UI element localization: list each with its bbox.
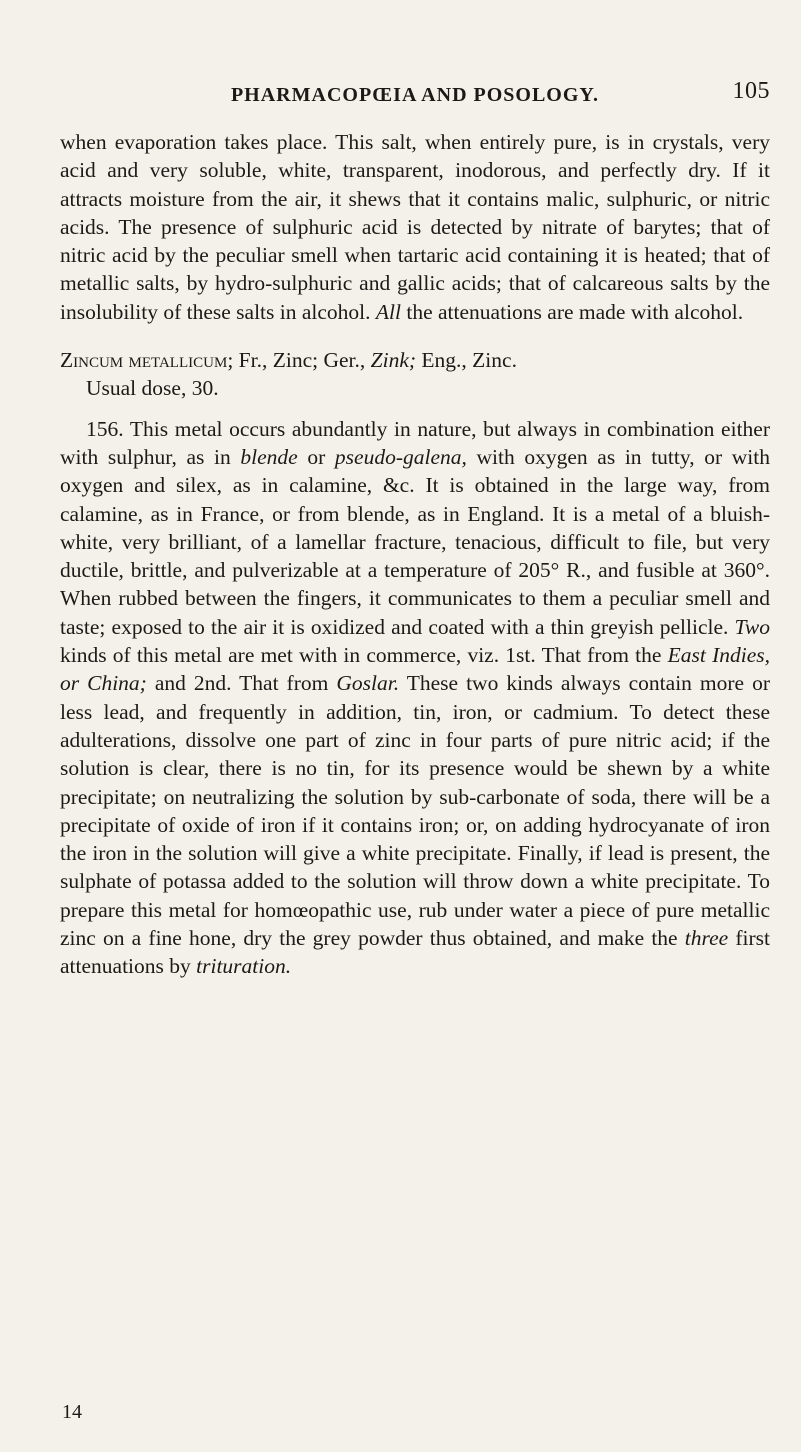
text-run: kinds of this metal are met with in commerce, viz. 1st. That from the xyxy=(60,643,668,668)
italic-two: Two xyxy=(734,614,770,639)
page-header xyxy=(60,78,770,112)
text-run: ; Fr., Zinc; Ger., xyxy=(227,348,371,373)
text-run: first attenuations by xyxy=(60,926,770,979)
italic-trituration: trituration. xyxy=(196,954,292,979)
italic-east-indies: East Indies, or China; xyxy=(60,643,770,696)
italic-three: three xyxy=(684,926,729,951)
italic-goslar: Goslar. xyxy=(336,671,400,696)
text-run: or xyxy=(297,444,335,469)
remedy-name: Zincum metallicum xyxy=(60,348,228,373)
text-run: when evaporation takes place. This salt, when entirely pure, is in crystals, very acid and very soluble, white, transparent, inodorous, and perfectly dry. If it attracts moisture from the air, it shews that it contains malic, sulphuric, or nitric acids. The presence of sulphuric acid is detected by nitrate of barytes; that of nitric acid by the peculiar smell when tartaric acid containing it is heated; that of metallic salts, by hydro-sulphuric and gallic acids; that of calcareous salts by the insolubility of these salts in alcohol. xyxy=(60,130,770,324)
page-number: 105 xyxy=(732,78,770,104)
italic-pseudo-galena: pseudo-galena, xyxy=(334,444,467,469)
entry-heading-zincum xyxy=(60,346,770,374)
signature-mark: 14 xyxy=(62,1401,82,1423)
italic-blende: blende xyxy=(240,444,298,469)
paragraph-156 xyxy=(60,415,770,981)
italic-all: All xyxy=(375,299,401,324)
running-head: PHARMACOPŒIA AND POSOLOGY. xyxy=(230,84,600,106)
page-body xyxy=(60,128,770,981)
italic-zink: Zink; xyxy=(370,348,417,373)
usual-dose: Usual dose, 30. xyxy=(86,376,219,401)
text-run: with oxygen as in tutty, or with oxygen and silex, as in calamine, &c. It is obtained in the large way, from calamine, as in France, or from blende, as in England. It is a metal of a bluish-white, very brilliant, of a lamellar fracture, tenacious, difficult to file, but very ductile, brittle, and pulverizable at a temperature of 205° R., and fusible at 360°. When rubbed between the fingers, it communicates to them a peculiar smell and taste; exposed to the air it is oxidized and coated with a thin greyish pellicle. xyxy=(60,444,770,639)
paragraph-salt-continued xyxy=(60,128,770,326)
text-run: Eng., Zinc. xyxy=(416,348,517,373)
text-run: the attenuations are made with alcohol. xyxy=(401,299,744,324)
text-run: These two kinds always contain more or less lead, and frequently in addition, tin, iron, or cadmium. To detect these adulterations, dissolve one part of zinc in four parts of pure nitric acid; if the solution is clear, there is no tin, for its presence would be shewn by a white precipitate; on neutralizing the solution by sub-carbonate of soda, there will be a precipitate of oxide of iron if it contains iron; or, on adding hydrocyanate of iron the iron in the solution will give a white precipitate. Finally, if lead is present, the sulphate of potassa added to the solution will throw down a white precipitate. To prepare this metal for homœopathic use, rub under water a piece of pure metallic zinc on a fine hone, dry the grey powder thus obtained, and make the xyxy=(60,671,771,951)
text-run: 156. This metal occurs abundantly in nature, but always in combination either with sulphur, as in xyxy=(60,416,770,469)
text-run: and 2nd. That from xyxy=(146,671,337,696)
